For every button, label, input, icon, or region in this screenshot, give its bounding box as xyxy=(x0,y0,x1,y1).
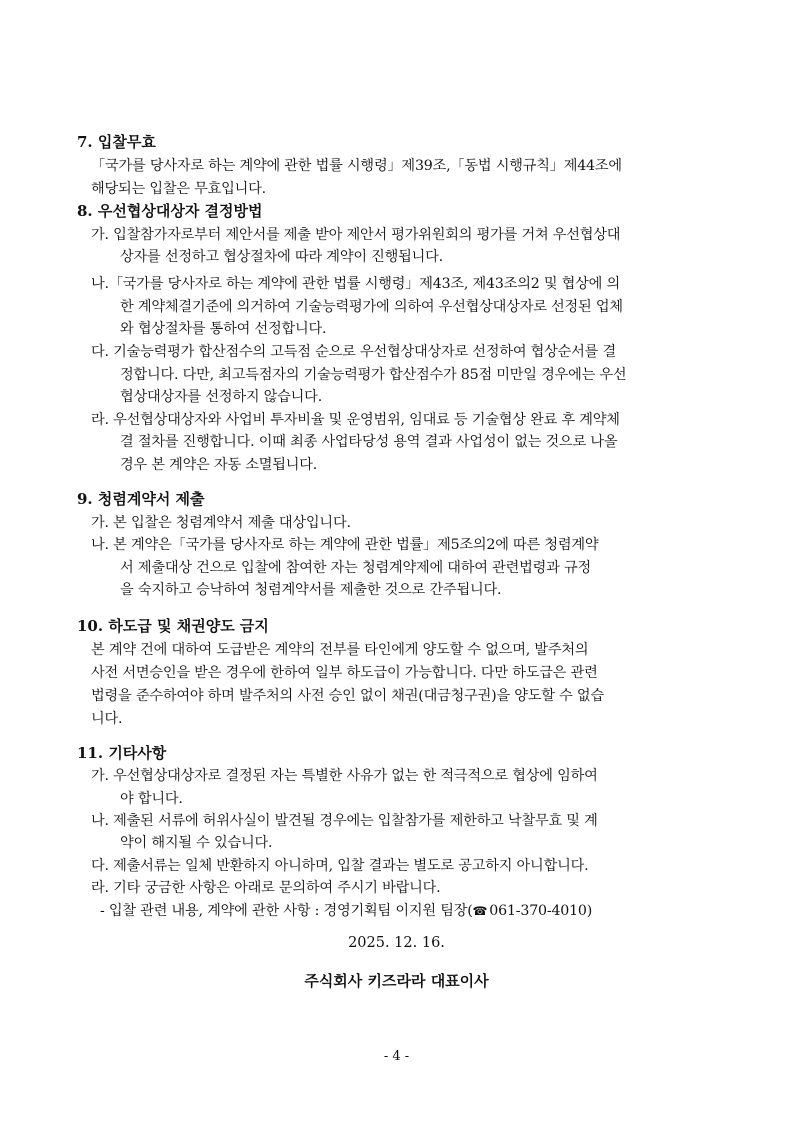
phone-icon: ☎ xyxy=(472,904,488,918)
section-title: 7. 입찰무효 xyxy=(77,133,156,151)
text-line: 나.「국가를 당사자로 하는 계약에 관한 법률 시행령」제43조, 제43조의2 및 협상에 의 xyxy=(91,276,620,292)
text-line: 니다. xyxy=(91,711,123,727)
company-signature: 주식회사 키즈라라 대표이사 xyxy=(304,972,489,990)
document-date: 2025. 12. 16. xyxy=(348,935,445,951)
text-line: 야 합니다. xyxy=(120,791,183,807)
text-line: 다. 기술능력평가 합산점수의 고득점 순으로 우선협상대상자로 선정하여 협상순서를 결 xyxy=(91,344,616,360)
section-title: 11. 기타사항 xyxy=(77,744,167,762)
text-line: 한 계약체결기준에 의거하여 기술능력평가에 의하여 우선협상대상자로 선정된 업체 xyxy=(120,299,623,315)
text-line: 약이 해지될 수 있습니다. xyxy=(120,835,273,851)
text-line: 협상대상자를 선정하지 않습니다. xyxy=(120,389,323,405)
text-line: 상자를 선정하고 협상절차에 따라 계약이 진행됩니다. xyxy=(120,249,443,265)
text-line: 정합니다. 다만, 최고득점자의 기술능력평가 합산점수가 85점 미만일 경우에는 우선 xyxy=(120,367,627,383)
text-line: 해당되는 입찰은 무효입니다. xyxy=(91,181,266,197)
text-line: 사전 서면승인을 받은 경우에 한하여 일부 하도급이 가능합니다. 다만 하도급은 관련 xyxy=(91,665,598,681)
text-line: 다. 제출서류는 일체 반환하지 아니하며, 입찰 결과는 별도로 공고하지 아니합니다. xyxy=(91,858,589,874)
section-title: 9. 청렴계약서 제출 xyxy=(77,490,205,508)
text-line: 을 숙지하고 승낙하여 청렴계약서를 제출한 것으로 간주됩니다. xyxy=(120,582,502,598)
text-line: 경우 본 계약은 자동 소멸됩니다. xyxy=(120,457,318,473)
contact-line xyxy=(100,900,592,920)
text-line: 나. 제출된 서류에 허위사실이 발견될 경우에는 입찰참가를 제한하고 낙찰무효 및 계 xyxy=(91,813,598,829)
text-line: 법령을 준수하여야 하며 발주처의 사전 승인 없이 채권(대금청구권)을 양도할 수 없습 xyxy=(91,688,604,704)
text-line: 본 계약 건에 대하여 도급받은 계약의 전부를 타인에게 양도할 수 없으며, 발주처의 xyxy=(91,642,589,658)
text-line: 가. 본 입찰은 청렴계약서 제출 대상입니다. xyxy=(91,515,351,531)
text-line: 서 제출대상 건으로 입찰에 참여한 자는 청렴계약제에 대하여 관련법령과 규정 xyxy=(120,560,591,576)
text-line: 라. 우선협상대상자와 사업비 투자비율 및 운영범위, 임대료 등 기술협상 완료 후 계약체 xyxy=(91,412,620,428)
section-title: 8. 우선협상대상자 결정방법 xyxy=(77,202,263,220)
text-line: 와 협상절차를 통하여 선정합니다. xyxy=(120,321,327,337)
contact-prefix: - 입찰 관련 내용, 계약에 관한 사항 : 경영기획팀 이지원 팀장( xyxy=(100,903,473,919)
text-line: 나. 본 계약은「국가를 당사자로 하는 계약에 관한 법률」제5조의2에 따른 청렴계약 xyxy=(91,537,599,553)
section-title: 10. 하도급 및 채권양도 금지 xyxy=(77,617,269,635)
text-line: 「국가를 당사자로 하는 계약에 관한 법률 시행령」제39조,「동법 시행규칙」제44조에 xyxy=(91,158,622,174)
text-line: 가. 우선협상대상자로 결정된 자는 특별한 사유가 없는 한 적극적으로 협상에 임하여 xyxy=(91,768,598,784)
text-line: 결 절차를 진행합니다. 이때 최종 사업타당성 용역 결과 사업성이 없는 것으로 나올 xyxy=(120,434,618,450)
contact-phone: 061-370-4010) xyxy=(489,903,593,919)
page-number: - 4 - xyxy=(383,1049,410,1064)
text-line: 가. 입찰참가자로부터 제안서를 제출 받아 제안서 평가위원회의 평가를 거쳐 우선협상대 xyxy=(91,227,621,243)
text-line: 라. 기타 궁금한 사항은 아래로 문의하여 주시기 바랍니다. xyxy=(91,880,441,896)
